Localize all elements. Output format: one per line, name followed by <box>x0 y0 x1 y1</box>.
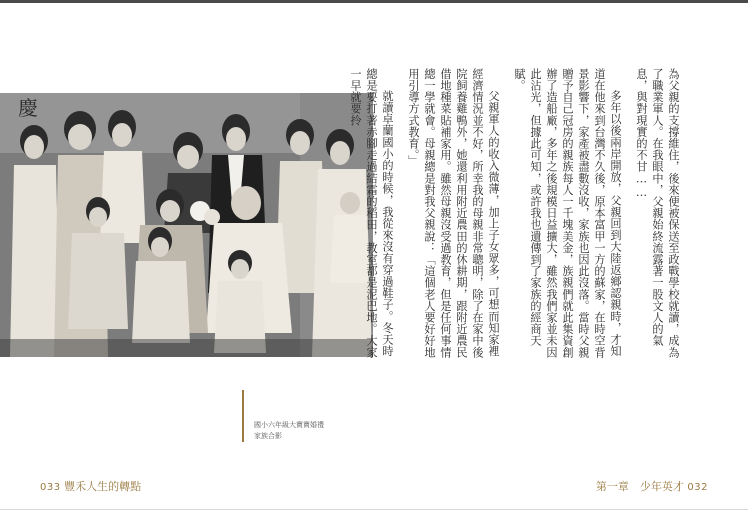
book-title: 豐禾人生的轉點 <box>64 480 142 493</box>
paragraph-3: 父親軍人的收入微薄，加上子女眾多，可想而知家裡經濟情況並不好，所幸我的母親非常聰明，除了在家中後院飼養雞鴨外，她還利用附近農田的休耕期，跟附近農民借地種菜貼補家用。雖然母親沒受過教育，但是任何事情總一學就會。母親總是對我父親說：「這個老人要好好地用引導方式教育。」 <box>407 68 500 358</box>
footer-left <box>40 478 141 494</box>
caption-line-1: 國小六年級大寶寶婚禮 <box>254 421 324 429</box>
footer-right <box>596 478 708 494</box>
page-number-right: 032 <box>687 482 708 493</box>
photo-caption <box>254 420 374 442</box>
paragraph-2: 多年以後兩岸開放，父親回到大陸返鄉認親時，才知道在他來到台灣不久後，原本富甲一方的蘇家，在時空背景影響下，家產被盡數沒收，家族也因此沒落。當時父親贈予自己冠房的親族每人一千塊美金，族親們就此集資創辦了造船廠，多年之後規模日益擴大，雖然我們家並未因此沾光，但據此可知，或許我也遺傳到了家族的經商天賦。 <box>513 68 622 358</box>
photo-calligraphy: 慶 <box>18 96 38 120</box>
paragraph-4: 就讀卓蘭國小的時候，我從來沒有穿過鞋子。冬天時總是要打著赤腳走過結霜的稻田，教室都是泥巴地。大家一早就要拎 <box>349 68 394 358</box>
chapter-title: 第一章 少年英才 <box>595 480 684 493</box>
bottom-rule <box>0 509 748 510</box>
family-portrait-photo <box>0 93 373 357</box>
caption-rule <box>242 390 244 442</box>
body-text <box>349 68 681 368</box>
caption-line-2: 家族合影 <box>254 432 282 440</box>
paragraph-1: 為父親的支撐維住，後來便被保送至政戰學校就讀，成為了職業軍人。在我眼中，父親始終流露著一股文人的氣息，與對現實的不甘…… <box>635 68 680 358</box>
top-rule <box>0 0 748 3</box>
page-number-left: 033 <box>40 482 61 493</box>
